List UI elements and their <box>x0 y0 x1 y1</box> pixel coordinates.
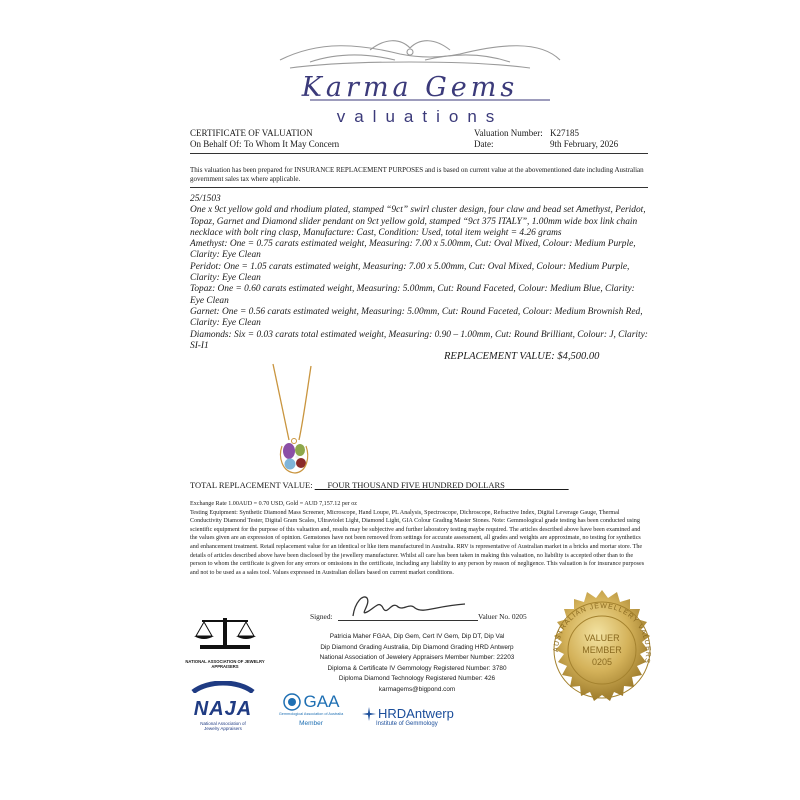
signature-line <box>338 620 478 621</box>
total-value <box>315 480 569 490</box>
naja-wordmark: NAJA <box>193 698 253 720</box>
date-row <box>474 139 618 150</box>
hrd-row <box>362 706 502 721</box>
item-line: Peridot: One = 1.05 carats estimated weight, Measuring: 7.00 x 5.00mm, Cut: Oval Mixed, Colour: Medium Purple, Clarity: Eye Clean <box>190 261 630 284</box>
testing-disclaimer: Testing Equipment: Synthetic Diamond Mass Screener, Microscope, Hand Loupe, PL Analysis, Spectroscope, Dichroscope, Refractive Index, Digital Leverage Gauge, Thermal Conductivity Diamond Tester, Digital Gram Scales, Ultraviolet Light, Diamond Light, GIA Colour Grading Master Stones. Note: Gemmological grade testing has been conducted using scientific equipment for the purpose of this valuation and, results may be subjective and further laboratory testing maybe required. The articles described above have been examined and the values given are an expression of opinion. Gemstones have not been removed from settings for accurate assessment, all grades and weights are approximate, no testing for synthetics and enhancement treatment. Retail replacement value for an identical or like item manufactured in Australia. RRV is representative of Australian market in a bricks and mortar store. The details of articles described above have been disclosed by the jewellery manufacturer. Whilst all care has been taken in making this valuation, no liability is accepted other than to the person to whom the certificate is given for any errors or omissions in the certificate, including any liability to any person by reason of negligence. This valuation is for insurance purposes and not to be used as a sales tool. Values expressed in Australian dollars based on current market conditions. <box>190 509 645 576</box>
gaa-caption: Gemmological Association of Australia <box>278 712 344 716</box>
gaa-globe-icon <box>283 693 301 711</box>
item-reference: 25/1503 <box>190 194 221 204</box>
naja-swoosh-icon <box>183 681 263 693</box>
behalf-value: To Whom It May Concern <box>244 139 340 149</box>
total-label: TOTAL REPLACEMENT VALUE: <box>190 480 313 490</box>
number-label: Valuation Number: <box>474 128 543 138</box>
total-value-text: FOUR THOUSAND FIVE HUNDRED DOLLARS <box>327 480 505 490</box>
email-text: karmagems@bigpond.com <box>378 685 456 693</box>
brand-header <box>250 30 570 130</box>
national-association-logo <box>180 612 270 669</box>
item-line: Diamonds: Six = 0.03 carats total estimated weight, Measuring: 0.90 – 1.00mm, Cut: Round Brilliant, Colour: J, Clarity: SI-I1 <box>190 329 648 351</box>
naja-caption: Jewelry Appraisers <box>204 726 242 732</box>
seal-line-valuer: VALUER <box>584 633 620 643</box>
number-value: K27185 <box>550 128 579 138</box>
seal-line-member: MEMBER <box>582 645 622 655</box>
brand-subtitle: valuations <box>336 107 504 126</box>
hrd-caption: Institute of Gemmology <box>376 721 438 727</box>
pendant-photo <box>265 362 325 477</box>
credential-line: Dip Diamond Grading Australia, Dip Diamond Grading HRD Antwerp <box>320 643 514 651</box>
item-line: One x 9ct yellow gold and rhodium plated, stamped “9ct” swirl cluster design, four claw and bead set Amethyst, Peridot, Topaz, Garnet and Diamond slider pendant on 9ct yellow gold, stamped “9ct 375 ITALY”, 1.00mm wide box link chain necklace with bolt ring clasp, Manufacture: Cast, Condition: Used, total item weight = 4.26 grams <box>190 205 646 238</box>
certificate-title: CERTIFICATE OF VALUATION <box>190 128 313 138</box>
hrd-star-icon <box>362 707 376 721</box>
credential-line: Diploma Diamond Technology Registered Number: 426 <box>338 675 496 683</box>
signed-label: Signed: <box>310 612 333 621</box>
scales-of-justice-icon <box>180 612 270 652</box>
credential-line: National Association of Jewelery Appraisers Member Number: 22203 <box>319 654 515 662</box>
item-line: Topaz: One = 0.60 carats estimated weight, Measuring: 5.00mm, Cut: Round Faceted, Colour: Medium Blue, Clarity: Eye Clean <box>190 284 635 306</box>
hrd-antwerp-logo <box>362 706 502 727</box>
replacement-value: REPLACEMENT VALUE: $4,500.00 <box>444 351 600 362</box>
seal-line-number: 0205 <box>591 657 613 667</box>
item-line: Garnet: One = 0.56 carats estimated weight, Measuring: 5.00mm, Cut: Round Faceted, Colour: Medium Brownish Red, Clarity: Eye Clean <box>190 306 643 329</box>
credential-line: Patricia Maher FGAA, Dip Gem, Cert IV Gem, Dip DT, Dip Val <box>329 633 505 640</box>
certificate-meta-left <box>190 128 339 150</box>
brand-script-title: Karma Gems <box>301 72 519 103</box>
hrd-wordmark: HRDAntwerp <box>378 706 454 721</box>
purpose-statement: This valuation has been prepared for INSURANCE REPLACEMENT PURPOSES and is based on current value at the abovementioned date including Australian government sales tax where applicable. <box>190 166 644 183</box>
behalf-row <box>190 139 339 150</box>
fine-print <box>190 500 648 577</box>
number-row <box>474 128 618 139</box>
divider <box>190 187 648 188</box>
behalf-label: On Behalf Of: <box>190 139 242 149</box>
gaa-member: Member <box>299 720 323 727</box>
valuer-number: Valuer No. 0205 <box>478 612 527 621</box>
naja-logo <box>183 680 263 732</box>
gaa-row <box>268 692 354 712</box>
seal-ring-text: AUSTRALIAN JEWELLERY VALUERS <box>552 602 652 665</box>
date-value: 9th February, 2026 <box>550 139 619 149</box>
valuer-credentials <box>292 632 542 696</box>
national-association-caption: NATIONAL ASSOCIATION OF JEWELRY APPRAISERS <box>185 659 265 669</box>
naja-caption: National Association of <box>200 721 246 726</box>
date-label: Date: <box>474 139 494 149</box>
gaa-wordmark: GAA <box>303 692 340 711</box>
total-replacement <box>190 480 660 490</box>
item-line: Amethyst: One = 0.75 carats estimated weight, Measuring: 7.00 x 5.00mm, Cut: Oval Mixed, Colour: Medium Purple, Clarity: Eye Clean <box>190 239 636 261</box>
exchange-rate: Exchange Rate 1.00AUD = 0.70 USD, Gold = AUD 7,157.12 per oz <box>190 501 357 507</box>
divider <box>190 153 648 154</box>
item-description <box>190 194 648 352</box>
credential-line: Diploma & Certificate IV Gemmology Registered Number: 3780 <box>327 664 507 672</box>
gold-valuer-seal <box>538 588 666 716</box>
certificate-meta-right <box>474 128 618 150</box>
gaa-logo <box>268 692 354 727</box>
